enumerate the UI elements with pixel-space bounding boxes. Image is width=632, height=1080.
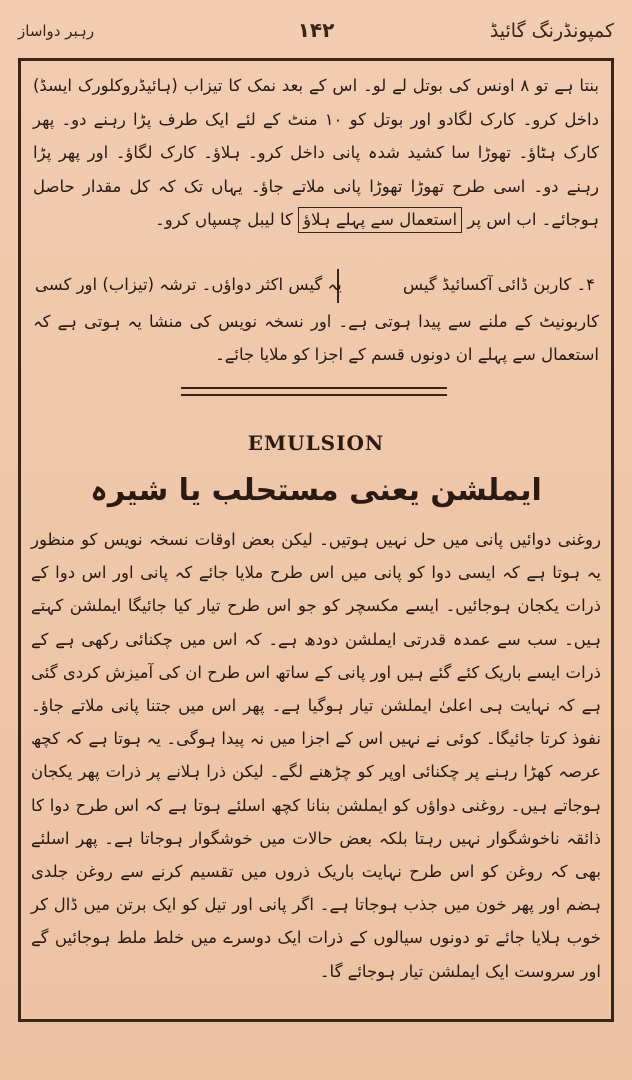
emulsion-paragraph: روغنی دوائیں پانی میں حل نہیں ہوتیں۔ لیکن بعض اوقات نسخہ نویس کو منظور یہ ہوتا ہے کہ ایسی دوا کو پانی میں اس طرح ملایا جائے کہ پانی اور اس دوا کے ذرات یکجان ہوجائیں۔ ایسے مکسچر کو جو اس طرح تیار کیا جائیگا ایملشن کہتے ہیں۔ سب سے عمدہ قدرتی ایملشن دودھ ہے۔ کہ اس میں چکنائی رکھی ہے کے ذرات ایسے باریک کئے گئے ہیں اور پانی کے ساتھ اس طرح ان کی آمیزش کردی گئی ہے کہ نہایت ہی اعلیٰ ایملشن تیار ہوگیا ہے۔ پھر اس میں جتنا پانی ملاتے جاؤ۔ نفوذ کرتا جائیگا۔ کوئی نے نہیں اس کے اجزا میں نہ پیدا ہوگی۔ یہ ہوتا ہے کہ کچھ عرصہ کھڑا رہنے پر چکنائی اوپر کو چڑھنے لگے۔ لیکن ذرا ہلانے پر ذرات پھر یکجان ہوجاتے ہیں۔ روغنی دواؤں کو ایملشن بنانا کچھ اسلئے ہوتا ہے کہ اس طرح دوا کا ذائقہ ناخوشگوار نہیں رہتا بلکہ بعض حالات میں خوشگوار ہوجاتا ہے۔ پھر اسلئے بھی کہ روغن کو اس طرح نہایت باریک ذروں میں تقسیم کرنے سے روغن جلدی ہضم اور پھر خون میں جذب ہوجاتا ہے۔ اگر پانی اور تیل کو ایک برتن میں ڈال کر خوب ہلایا جائے تو دونوں سیالوں کے ذرات ایک دوسرے میں خلط ملط ہوجائیں گے اور سروست ایک ایملشن تیار ہوجائے گا۔: [31, 530, 601, 981]
co2-description: یہ گیس اکثر دواؤں۔ ترشہ (تیزاب) اور کسی: [35, 275, 342, 294]
emulsion-text: [31, 523, 601, 988]
section2-paragraph: کاربونیٹ کے ملنے سے پیدا ہوتی ہے۔ اور نسخہ نویس کی منشا یہ ہوتی ہے کہ استعمال سے پہلے ان دونوں قسم کے اجزا کو ملایا جائے۔: [33, 312, 599, 364]
section1-paragraph: بنتا ہے تو ۸ اونس کی بوتل لے لو۔ اس کے بعد نمک کا تیزاب (ہائیڈروکلورک ایسڈ) داخل کرو۔ کارک لگادو اور بوتل کو ۱۰ منٹ کے لئے ایک طرف پڑا رہنے دو۔ پھر کارک ہٹاؤ۔ تھوڑا سا کشید شدہ پانی داخل کرو۔ ہلاؤ۔ کارک لگاؤ۔ اور پھر پڑا رہنے دو۔ اسی طرح تھوڑا تھوڑا پانی ملاتے جاؤ۔ یہاں تک کہ کل مقدار حاصل ہوجائے۔ اب اس پر: [33, 76, 600, 229]
book-title: کمپونڈرنگ گائیڈ: [489, 20, 614, 42]
section2-text: [33, 305, 599, 371]
co2-formula-row: [31, 269, 601, 307]
heading-english: EMULSION: [247, 431, 385, 455]
running-head: رہبر دواساز: [18, 22, 95, 40]
double-rule-bottom: [181, 394, 447, 396]
double-rule-top: [181, 387, 447, 389]
section1-after-box: کا لیبل چسپاں کرو۔: [155, 210, 293, 229]
heading-urdu: ایملشن یعنی مستحلب یا شیرہ: [90, 473, 542, 508]
page-frame: [18, 58, 614, 1022]
section1-text: [33, 69, 599, 237]
co2-heading: ۴۔ کاربن ڈائی آکسائیڈ گیس: [402, 275, 595, 294]
label-note-box: استعمال سے پہلے ہلاؤ: [298, 207, 462, 233]
page-number: ۱۴۲: [297, 18, 335, 42]
page-header: [18, 18, 614, 54]
